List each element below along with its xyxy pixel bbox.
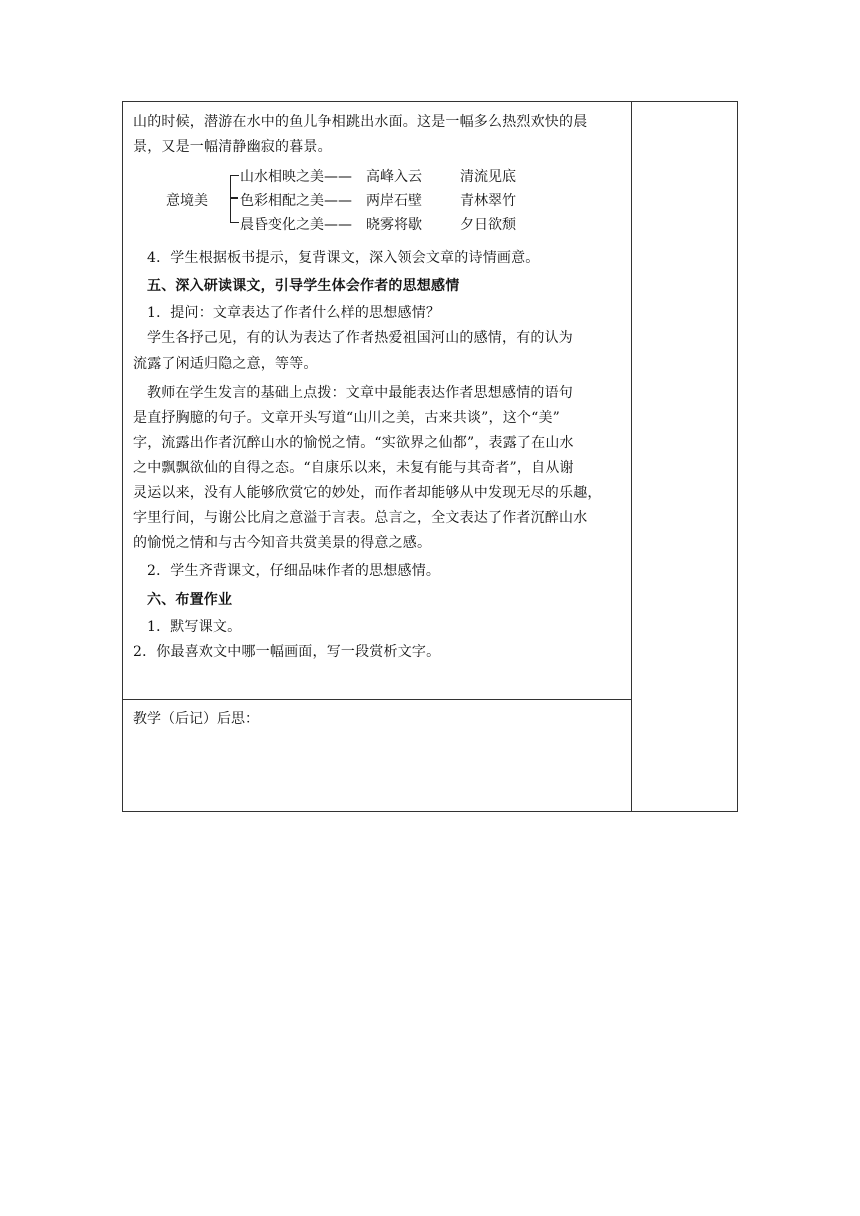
lesson-content-cell (123, 102, 631, 699)
question-1: 1．提问：文章表达了作者什么样的思想感情？ (147, 305, 441, 321)
step-2: 2．学生齐背课文，仔细品味作者的思想感情。 (147, 563, 441, 579)
diagram-row (240, 166, 516, 186)
step-4: 4．学生根据板书提示，复背课文，深入领会文章的诗情画意。 (147, 250, 540, 266)
column-divider (631, 102, 632, 811)
text-line: 山的时候，潜游在水中的鱼儿争相跳出水面。这是一幅多么热烈欢快的晨 (133, 114, 588, 130)
section-5-heading: 五、深入研读课文，引导学生体会作者的思想感情 (147, 278, 460, 294)
text-line: 教师在学生发言的基础上点拨：文章中最能表达作者思想感情的语句 (147, 385, 573, 401)
text-line: 字里行间，与谢公比肩之意溢于言表。总言之，全文表达了作者沉醉山水 (133, 510, 588, 526)
section-6-heading: 六、布置作业 (147, 592, 233, 608)
text-line: 之中飘飘欲仙的自得之态。“自康乐以来，未复有能与其奇者”，自从谢 (133, 460, 574, 476)
text-line: 景，又是一幅清静幽寂的暮景。 (133, 139, 332, 155)
bracket-tick (230, 197, 238, 199)
text-line: 流露了闲适归隐之意，等等。 (133, 356, 318, 372)
post-lesson-reflection-label: 教学（后记）后思： (133, 711, 259, 727)
board-diagram (166, 165, 586, 233)
diagram-scene: 夕日欲颓 (460, 217, 516, 233)
diagram-aspect: 晨昏变化之美—— (240, 217, 352, 233)
homework-1: 1．默写课文。 (147, 619, 242, 635)
diagram-row (240, 214, 516, 234)
text-line: 的愉悦之情和与古今知音共赏美景的得意之感。 (133, 535, 432, 551)
diagram-scene: 青林翠竹 (460, 193, 516, 209)
diagram-aspect: 色彩相配之美—— (240, 193, 352, 209)
homework-2: 2．你最喜欢文中哪一幅画面，写一段赏析文字。 (133, 644, 441, 660)
text-line: 是直抒胸臆的句子。文章开头写道“山川之美，古来共谈”，这个“美” (133, 410, 561, 426)
diagram-root: 意境美 (166, 193, 208, 209)
diagram-scene: 清流见底 (460, 169, 516, 185)
text-line: 灵运以来，没有人能够欣赏它的妙处，而作者却能够从中发现无尽的乐趣， (133, 485, 602, 501)
diagram-scene: 高峰入云 (366, 169, 422, 185)
diagram-aspect: 山水相映之美—— (240, 169, 352, 185)
text-line: 学生各抒己见，有的认为表达了作者热爱祖国河山的感情，有的认为 (147, 330, 573, 346)
diagram-scene: 两岸石壁 (366, 193, 422, 209)
diagram-scene: 晓雾将歇 (366, 217, 422, 233)
text-line: 字，流露出作者沉醉山水的愉悦之情。“实欲界之仙都”，表露了在山水 (133, 435, 574, 451)
diagram-row (240, 190, 516, 210)
lesson-table (122, 101, 738, 812)
row-divider (123, 699, 631, 700)
bracket-line (230, 175, 239, 223)
